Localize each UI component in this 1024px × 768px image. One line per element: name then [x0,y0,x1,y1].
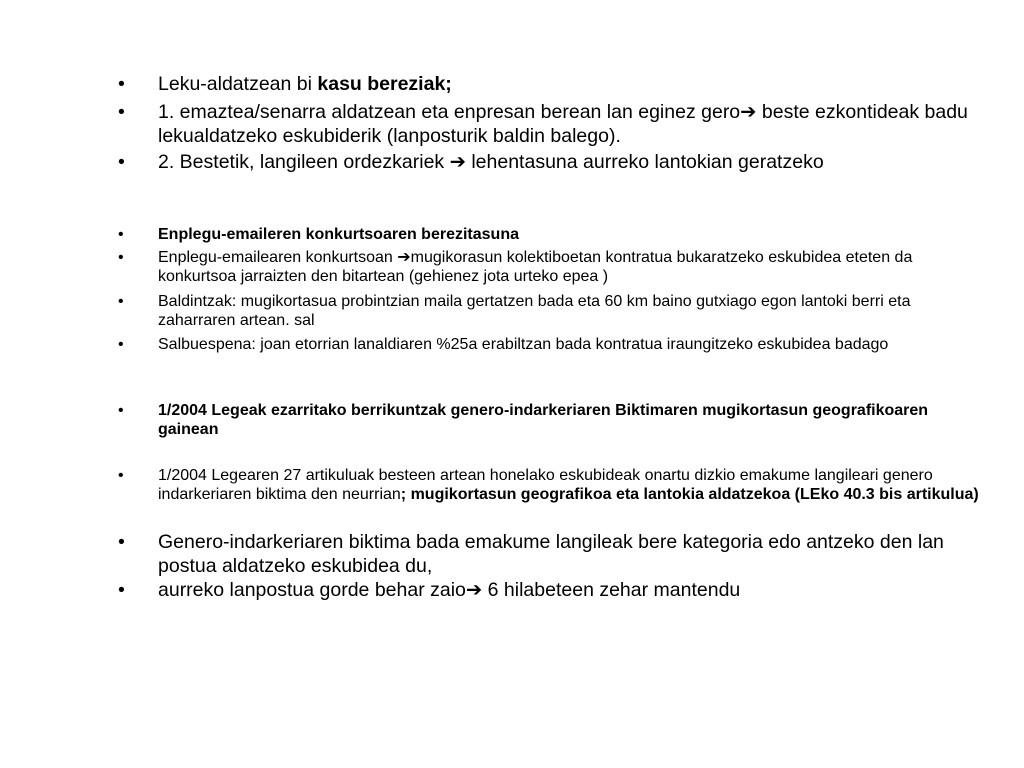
list-item [118,466,988,504]
item-text: 1/2004 Legearen 27 artikuluak besteen artean honelako eskubideak onartu dizkio emakume langileari genero indarkeriaren biktima den neurrian [158,467,933,503]
list-item [118,100,988,148]
item-bold-text: kasu bereziak; [317,73,452,95]
bullet: • [118,73,125,95]
bullet: • [118,151,125,173]
bullet: • [118,467,124,484]
bullet: • [118,579,125,601]
bullet: • [118,226,124,243]
arrow-icon: ➔ [465,579,483,601]
item-text: Baldintzak: mugikortasua probintzian maila gertatzen bada eta 60 km baino gutxiago egon lantoki berri eta zaharraren artean. sal [158,293,911,329]
list-item [118,248,988,286]
list-item [118,292,988,330]
list-item [118,335,988,354]
list-item [118,72,988,96]
item-text: Genero-indarkeriaren biktima bada emakume langileak bere kategoria edo antzeko den lan postua aldatzeko eskubidea du, [158,531,944,577]
bullet: • [118,101,125,123]
item-text: 1. emaztea/senarra aldatzean eta enpresan berean lan eginez gero [158,101,741,123]
arrow-icon: ➔ [449,151,466,173]
arrow-icon: ➔ [740,101,757,123]
bullet: • [118,336,124,353]
item-text: 2. Bestetik, langileen ordezkariek [158,151,450,173]
item-bold-text: ; mugikortasun geografikoa eta lantokia aldatzekoa (LEko 40.3 bis artikulua) [400,486,979,503]
item-text-continued: beste ezkontideak badu lekualdatzeko eskubiderik (lanposturik baldin balego). [158,101,968,147]
item-text: aurreko lanpostua gorde behar zaio [158,579,466,601]
bullet: • [118,293,124,310]
list-item [118,578,988,602]
item-text-continued: mugikorasun kolektiboetan kontratua bukaratzeko eskubidea eteten da konkurtsoa jarraizten den bitartean (gehienez jota urteko epea ) [158,249,913,285]
bullet: • [118,402,124,419]
section-heading: 1/2004 Legeak ezarritako berrikuntzak genero-indarkeriaren Biktimaren mugikortasun geografikoaren gainean [158,402,929,438]
item-text: Leku-aldatzean bi [158,73,318,95]
list-item [118,530,988,578]
list-item [118,150,988,174]
item-text-continued: 6 hilabeteen zehar mantendu [482,579,741,601]
item-text: Salbuespena: joan etorrian lanaldiaren %25a erabiltzan bada kontratua iraungitzeko eskubidea badago [158,336,889,353]
arrow-icon: ➔ [397,249,411,266]
bullet: • [118,249,124,266]
item-text-continued: lehentasuna aurreko lantokian geratzeko [465,151,824,173]
item-text: Enplegu-emailearen konkurtsoan [158,249,398,266]
list-item [118,225,988,244]
bullet: • [118,531,125,553]
list-item [118,401,988,439]
section-heading: Enplegu-emaileren konkurtsoaren berezitasuna [158,226,519,243]
